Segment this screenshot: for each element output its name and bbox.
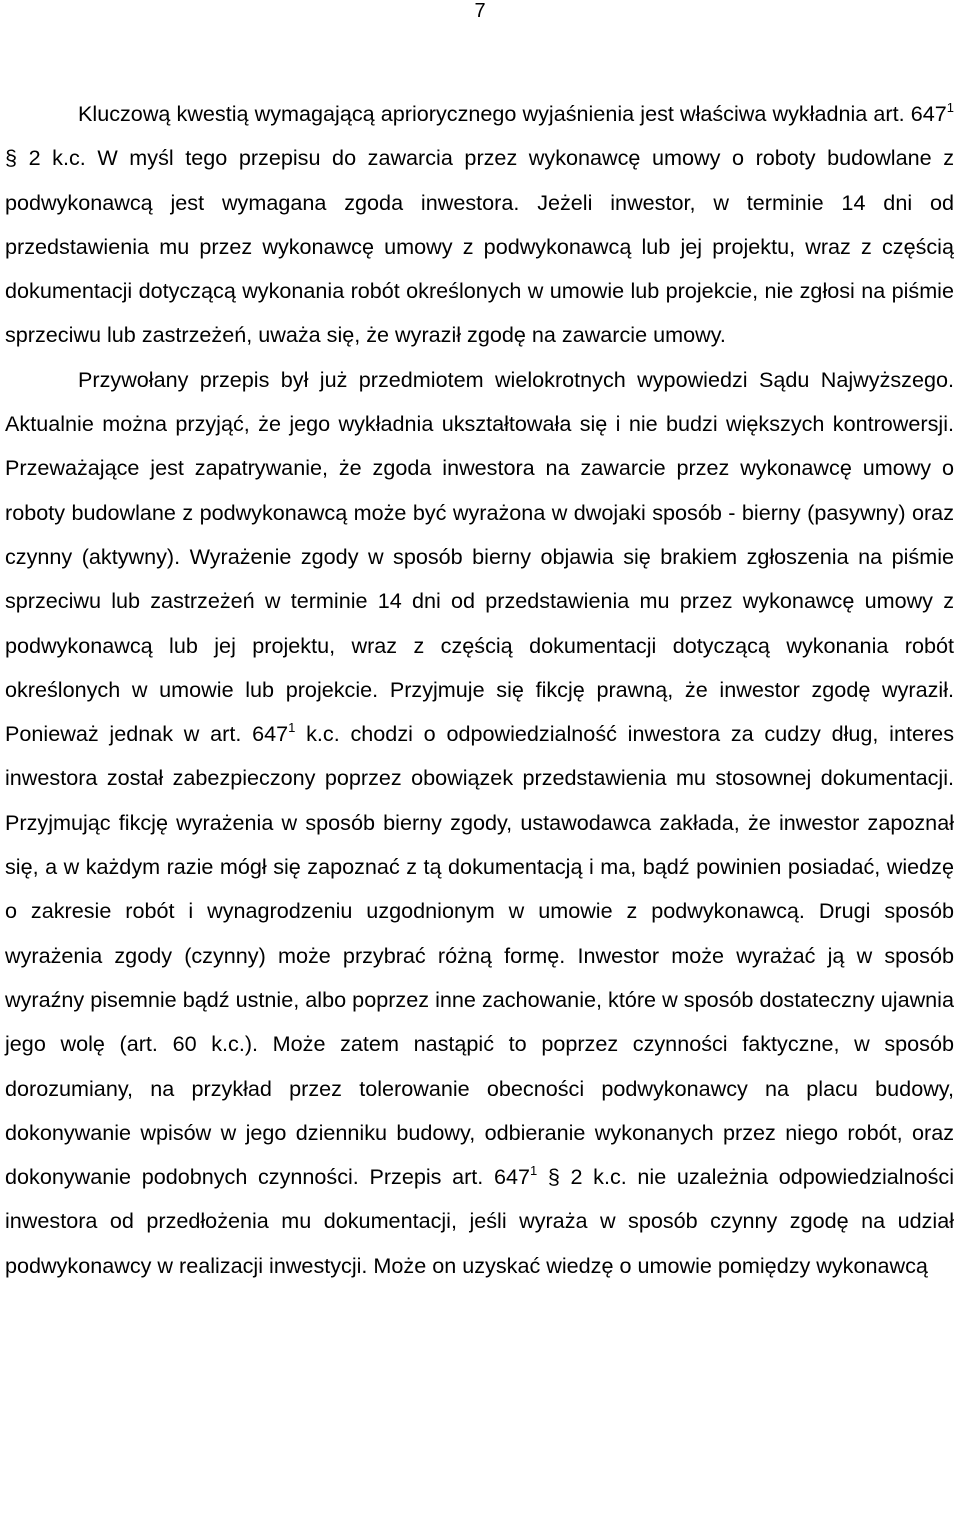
paragraph-2-text-a: Przywołany przepis był już przedmiotem wielokrotnych wypowiedzi Sądu Najwyższego. Aktualnie można przyjąć, że jego wykładnia ukształtowała się i nie budzi większych kontrowersji. Przeważające jest zapatrywanie, że zgoda inwestora na zawarcie przez wykonawcę umowy o roboty budowlane z podwykonawcą może być wyrażona w dwojaki sposób - bierny (pasywny) oraz czynny (aktywny). Wyrażenie zgody w sposób bierny objawia się brakiem zgłoszenia na piśmie sprzeciwu lub zastrzeżeń w terminie 14 dni od przedstawienia mu przez wykonawcę umowy z podwykonawcą lub jej projektu, wraz z częścią dokumentacji dotyczącą wykonania robót określonych w umowie lub projekcie. Przyjmuje się fikcję prawną, że inwestor zgodę wyraził. Ponieważ jednak w art. 647 <box>5 366 954 747</box>
page-number: 7 <box>474 0 486 22</box>
paragraph-1-text-a: Kluczową kwestią wymagającą apriorycznego wyjaśnienia jest właściwa wykładnia art. 647 <box>78 101 947 126</box>
paragraph-2-text-b: k.c. chodzi o odpowiedzialność inwestora za cudzy dług, interes inwestora został zabezpieczony poprzez obowiązek przedstawienia mu stosownej dokumentacji. Przyjmując fikcję wyrażenia w sposób bierny zgody, ustawodawca zakłada, że inwestor zapoznał się, a w każdym razie mógł się zapoznać z tą dokumentacją i ma, bądź powinien posiadać, wiedzę o zakresie robót i wynagrodzeniu uzgodnionym w umowie z podwykonawcą. Drugi sposób wyrażenia zgody (czynny) może przybrać różną formę. Inwestor może wyrażać ją w sposób wyraźny pisemnie bądź ustnie, albo poprzez inne zachowanie, które w sposób dostateczny ujawnia jego wolę (art. 60 k.c.). Może zatem nastąpić to poprzez czynności faktyczne, w sposób dorozumiany, na przykład przez tolerowanie obecności podwykonawcy na placu budowy, dokonywanie wpisów w jego dzienniku budowy, odbieranie wykonanych przez niego robót, oraz dokonywanie podobnych czynności. Przepis art. 647 <box>5 721 954 1190</box>
paragraph-1 <box>5 92 954 358</box>
paragraph-2 <box>5 358 954 1288</box>
paragraph-2-text-c: § 2 k.c. nie uzależnia odpowiedzialności inwestora od przedłożenia mu dokumentacji, jeśli wyraża w sposób czynny zgodę na udział podwykonawcy w realizacji inwestycji. Może on uzyskać wiedzę o umowie pomiędzy wykonawcą <box>5 1164 955 1278</box>
paragraph-1-text-b: § 2 k.c. W myśl tego przepisu do zawarcia przez wykonawcę umowy o roboty budowlane z podwykonawcą jest wymagana zgoda inwestora. Jeżeli inwestor, w terminie 14 dni od przedstawienia mu przez wykonawcę umowy z podwykonawcą lub jej projektu, wraz z częścią dokumentacji dotyczącą wykonania robót określonych w umowie lub projekcie, nie zgłosi na piśmie sprzeciwu lub zastrzeżeń, uważa się, że wyraził zgodę na zawarcie umowy. <box>5 145 954 348</box>
superscript: 1 <box>946 100 954 115</box>
document-body <box>5 92 954 1288</box>
superscript: 1 <box>288 720 296 736</box>
superscript: 1 <box>529 1163 538 1179</box>
